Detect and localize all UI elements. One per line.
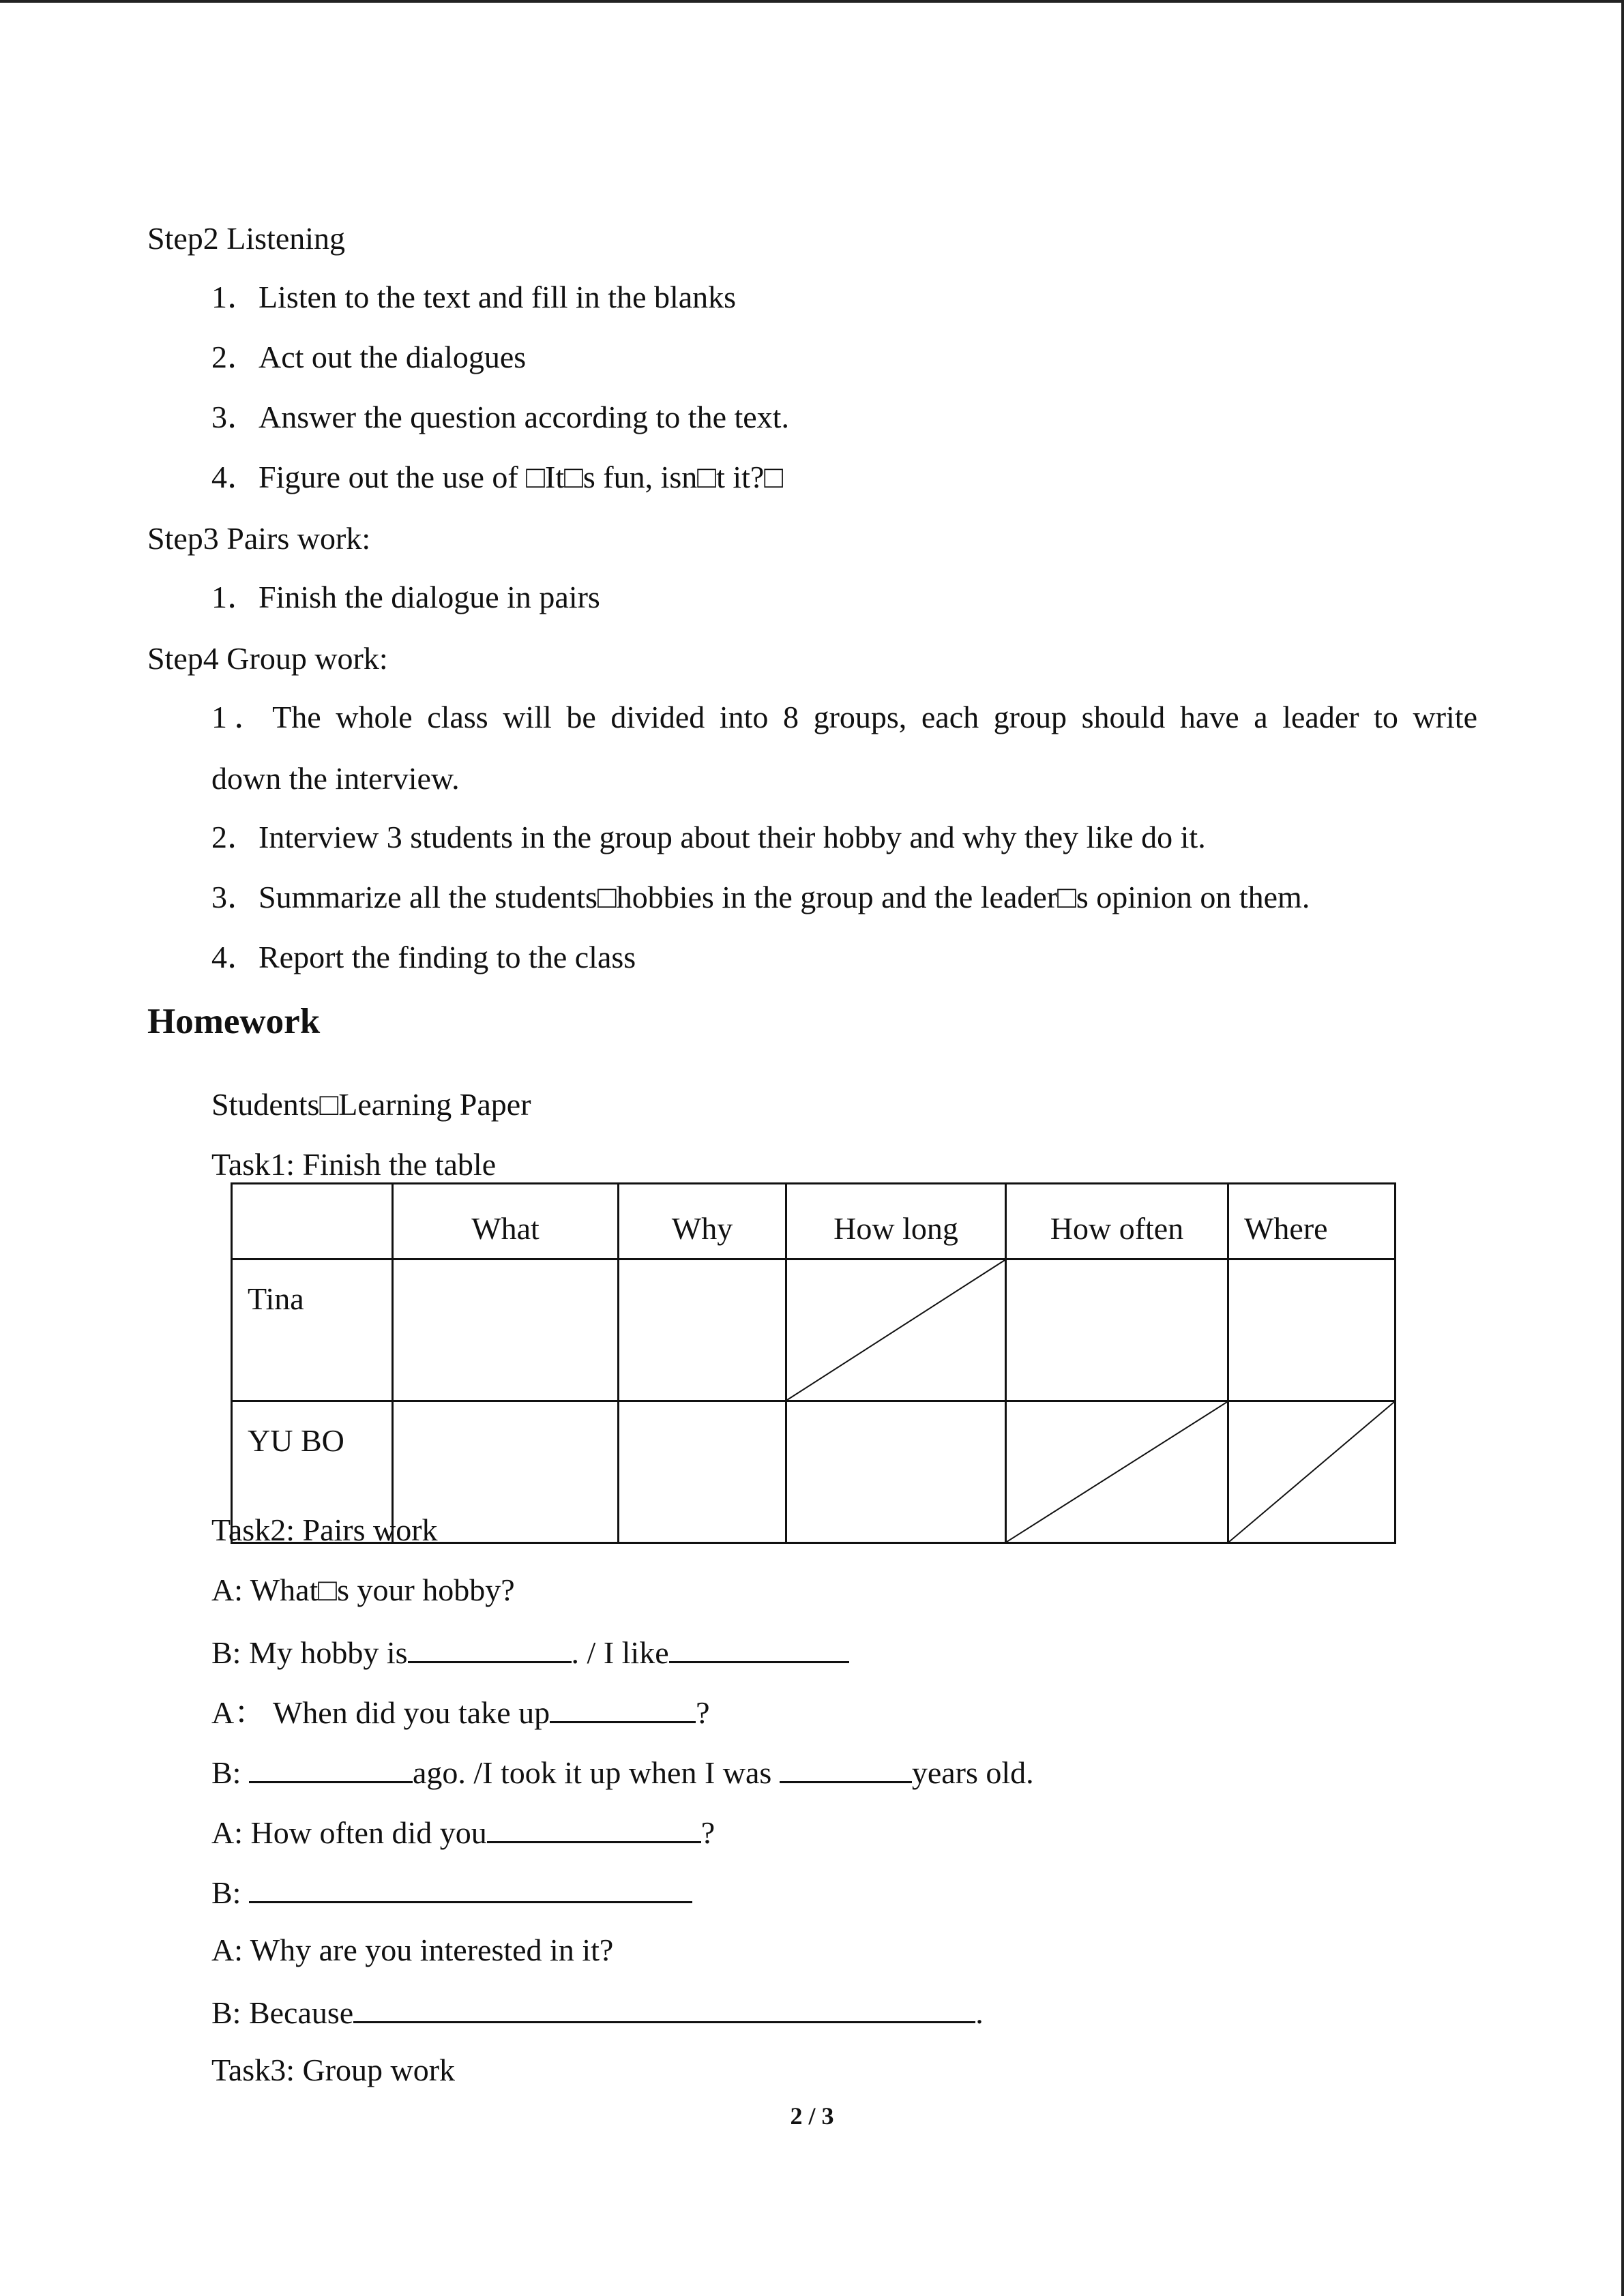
step3-item-1: 1．Finish the dialogue in pairs xyxy=(211,580,600,614)
step2-title: Step2 Listening xyxy=(147,221,346,256)
table-row-label-tina: Tina xyxy=(232,1259,393,1401)
diagonal-line xyxy=(787,1260,1005,1400)
table-cell xyxy=(619,1401,786,1543)
answer-blank[interactable] xyxy=(780,1750,912,1783)
step4-item-4: 4．Report the finding to the class xyxy=(211,940,636,974)
task1-table xyxy=(231,1182,1396,1544)
step4-title: Step4 Group work: xyxy=(147,641,388,676)
table-cell xyxy=(619,1259,786,1401)
dialogue-line-2 xyxy=(211,1630,849,1673)
step2-item-2: 2．Act out the dialogues xyxy=(211,340,527,374)
table-header-how-long: How long xyxy=(786,1184,1006,1259)
table-cell xyxy=(393,1259,619,1401)
answer-blank[interactable] xyxy=(249,1750,413,1783)
table-header-where: Where xyxy=(1228,1184,1396,1259)
dialogue-line-8-start: B: Because xyxy=(211,1995,354,2030)
dialogue-line-4 xyxy=(211,1750,1034,1793)
table-header-how-often: How often xyxy=(1006,1184,1228,1259)
diagonal-line xyxy=(1007,1402,1227,1542)
answer-blank[interactable] xyxy=(487,1810,701,1843)
step4-item-3: 3．Summarize all the students□hobbies in the group and the leader□s opinion on them. xyxy=(211,880,1310,914)
table-row-label-yu-bo: YU BO xyxy=(232,1401,393,1543)
answer-blank[interactable] xyxy=(249,1870,692,1903)
answer-blank[interactable] xyxy=(353,1990,975,2023)
dialogue-line-8 xyxy=(211,1990,984,2033)
table-cell xyxy=(1228,1259,1396,1401)
page-number: 2 / 3 xyxy=(790,2102,834,2130)
dialogue-line-8-end: . xyxy=(975,1995,984,2030)
dialogue-line-4-start: B: xyxy=(211,1755,249,1790)
page-border-top xyxy=(0,0,1624,3)
table-header-why: Why xyxy=(619,1184,786,1259)
dialogue-line-7: A: Why are you interested in it? xyxy=(211,1933,614,1967)
table-cell-crossed xyxy=(786,1259,1006,1401)
dialogue-line-5-start: A: How often did you xyxy=(211,1815,487,1850)
step4-item-2: 2．Interview 3 students in the group about their hobby and why they like do it. xyxy=(211,820,1206,854)
table-cell-crossed xyxy=(1006,1401,1228,1543)
answer-blank[interactable] xyxy=(550,1690,696,1723)
table-cell xyxy=(1006,1259,1228,1401)
table-header-what: What xyxy=(393,1184,619,1259)
dialogue-line-3-start: A： When did you take up xyxy=(211,1695,550,1730)
table-row xyxy=(232,1259,1396,1401)
step3-title: Step3 Pairs work: xyxy=(147,521,371,556)
diagonal-line xyxy=(1229,1402,1394,1542)
dialogue-line-5-end: ? xyxy=(700,1815,715,1850)
dialogue-line-4-mid: ago. /I took it up when I was xyxy=(412,1755,780,1790)
dialogue-line-3 xyxy=(211,1690,710,1733)
dialogue-line-6-start: B: xyxy=(211,1875,249,1910)
step2-item-1: 1．Listen to the text and fill in the blanks xyxy=(211,280,737,314)
answer-blank[interactable] xyxy=(408,1630,572,1663)
dialogue-line-1: A: What□s your hobby? xyxy=(211,1572,515,1607)
homework-heading: Homework xyxy=(147,1002,321,1041)
step4-item-1-line-2: down the interview. xyxy=(211,761,460,796)
table-cell-crossed xyxy=(1228,1401,1396,1543)
dialogue-line-2-start: B: My hobby is xyxy=(211,1635,408,1670)
step4-item-1-line-1: 1．The whole class will be divided into 8 groups, each group should have a leader to write xyxy=(211,700,1477,734)
table-header-row xyxy=(232,1184,1396,1259)
step2-item-3: 3．Answer the question according to the text. xyxy=(211,400,789,434)
table-header-corner xyxy=(232,1184,393,1259)
dialogue-line-4-end: years old. xyxy=(911,1755,1034,1790)
learning-paper-title: Students□Learning Paper xyxy=(211,1087,531,1122)
dialogue-line-2-mid: . / I like xyxy=(571,1635,669,1670)
answer-blank[interactable] xyxy=(669,1630,849,1663)
dialogue-line-5 xyxy=(211,1810,715,1853)
page-border-right xyxy=(1621,0,1624,2296)
dialogue-line-6 xyxy=(211,1870,692,1913)
table-cell xyxy=(786,1401,1006,1543)
task1-title: Task1: Finish the table xyxy=(211,1147,497,1182)
step2-item-4: 4．Figure out the use of □It□s fun, isn□t it?□ xyxy=(211,460,784,494)
task3-title: Task3: Group work xyxy=(211,2053,456,2087)
task2-title: Task2: Pairs work xyxy=(211,1512,438,1547)
dialogue-line-3-end: ? xyxy=(696,1695,710,1730)
